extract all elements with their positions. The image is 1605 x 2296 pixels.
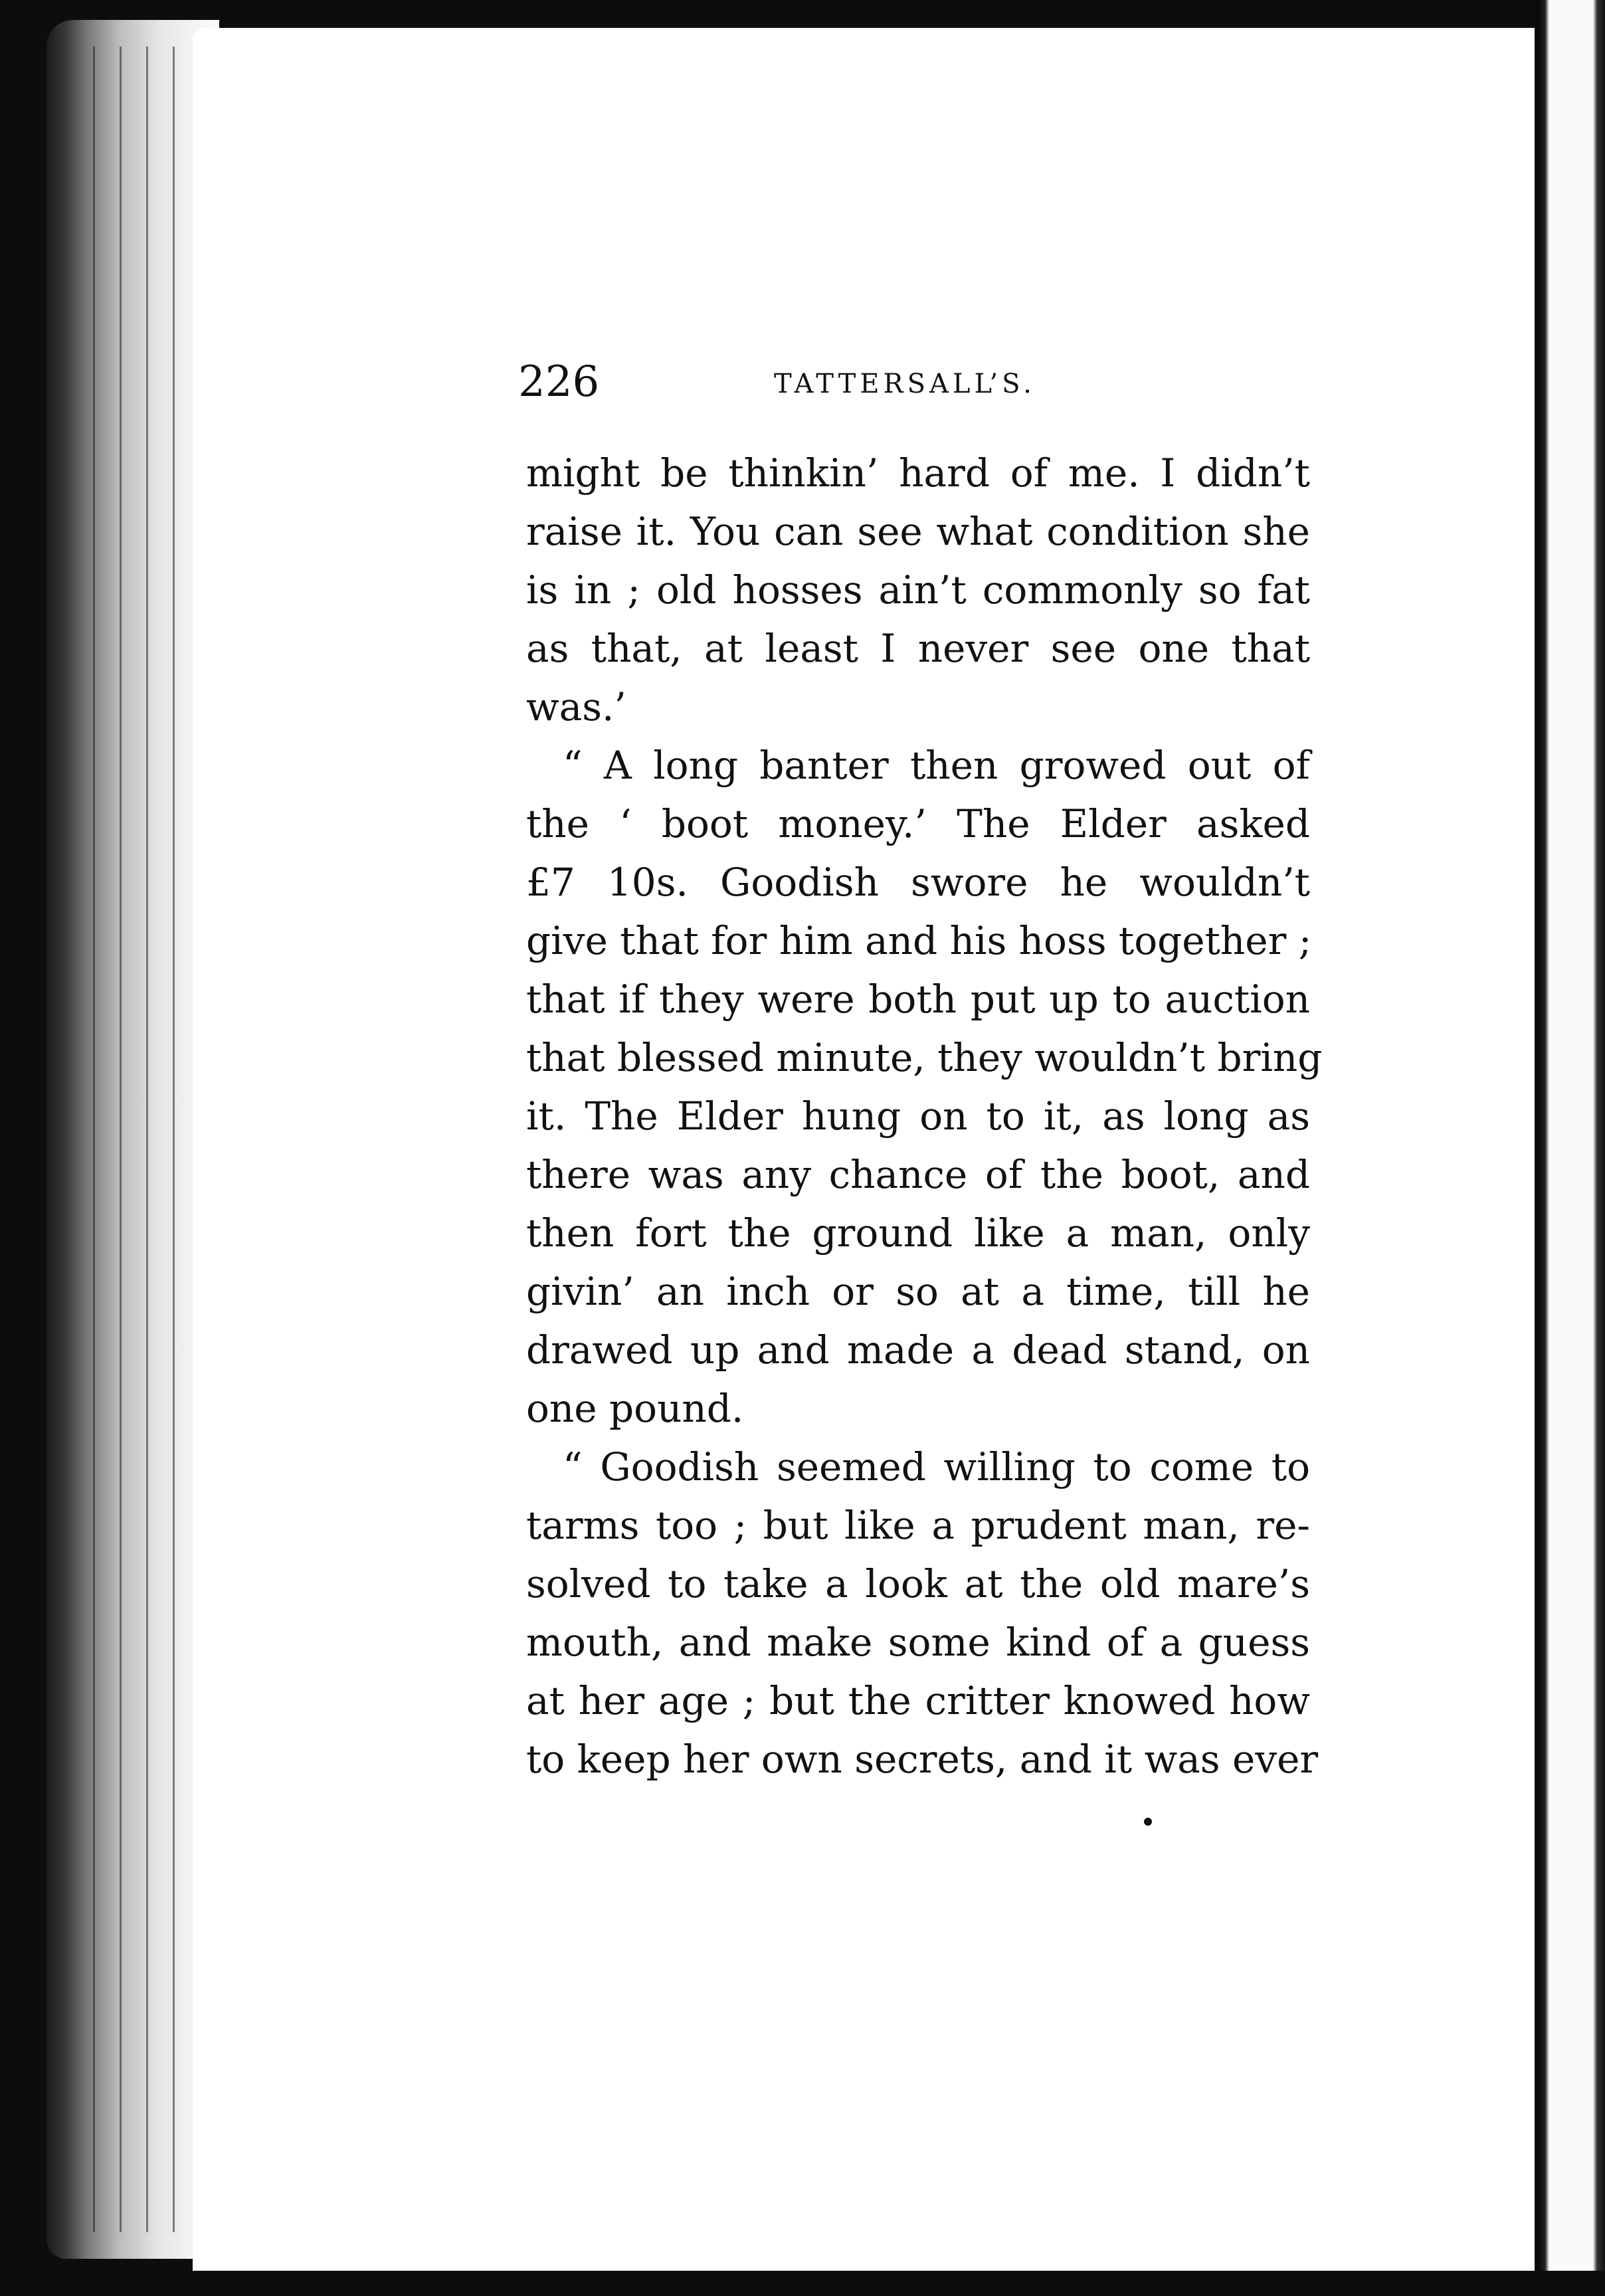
text-line: drawed up and made a dead stand, on [526, 1327, 1310, 1373]
page-edge-line [146, 47, 148, 2232]
text-line: is in ; old hosses ain’t commonly so fat [526, 567, 1310, 613]
text-line: as that, at least I never see one that [526, 626, 1310, 671]
page-edge-line [173, 47, 175, 2232]
text-line: give that for him and his hoss together ; [526, 918, 1312, 963]
text-line: tarms too ; but like a prudent man, re- [526, 1503, 1310, 1548]
text-line: to keep her own secrets, and it was ever [526, 1737, 1319, 1782]
text-line: solved to take a look at the old mare’s [526, 1561, 1310, 1606]
page-number: 226 [518, 357, 600, 407]
page-edge-line [120, 47, 122, 2232]
running-head-title: TATTERSALL’S. [774, 369, 1036, 399]
text-line: £7 10s. Goodish swore he wouldn’t [526, 860, 1310, 905]
text-line: might be thinkin’ hard of me. I didn’t [526, 450, 1310, 496]
ink-speck [1144, 1818, 1152, 1826]
text-line: “ Goodish seemed willing to come to [563, 1444, 1310, 1489]
body-text [526, 444, 1323, 1788]
text-line: the ‘ boot money.’ The Elder asked [526, 801, 1310, 846]
text-line: givin’ an inch or so at a time, till he [526, 1269, 1310, 1314]
running-head [518, 355, 1315, 409]
text-line: one pound. [526, 1386, 744, 1431]
text-line: at her age ; but the critter knowed how [526, 1678, 1310, 1723]
text-line: that if they were both put up to auction [526, 977, 1310, 1022]
text-line: there was any chance of the boot, and [526, 1152, 1310, 1197]
text-line: “ A long banter then growed out of [563, 743, 1310, 788]
text-line: raise it. You can see what condition she [526, 509, 1310, 554]
top-border [0, 0, 1605, 29]
text-line: mouth, and make some kind of a guess [526, 1620, 1310, 1665]
text-line: was.’ [526, 684, 626, 729]
page-edge-line [93, 47, 95, 2232]
text-line: then fort the ground like a man, only [526, 1210, 1310, 1256]
right-page-edge [1540, 0, 1605, 2296]
bottom-border [0, 2271, 1605, 2296]
text-line: that blessed minute, they wouldn’t bring [526, 1035, 1323, 1080]
text-line: it. The Elder hung on to it, as long as [526, 1094, 1310, 1139]
